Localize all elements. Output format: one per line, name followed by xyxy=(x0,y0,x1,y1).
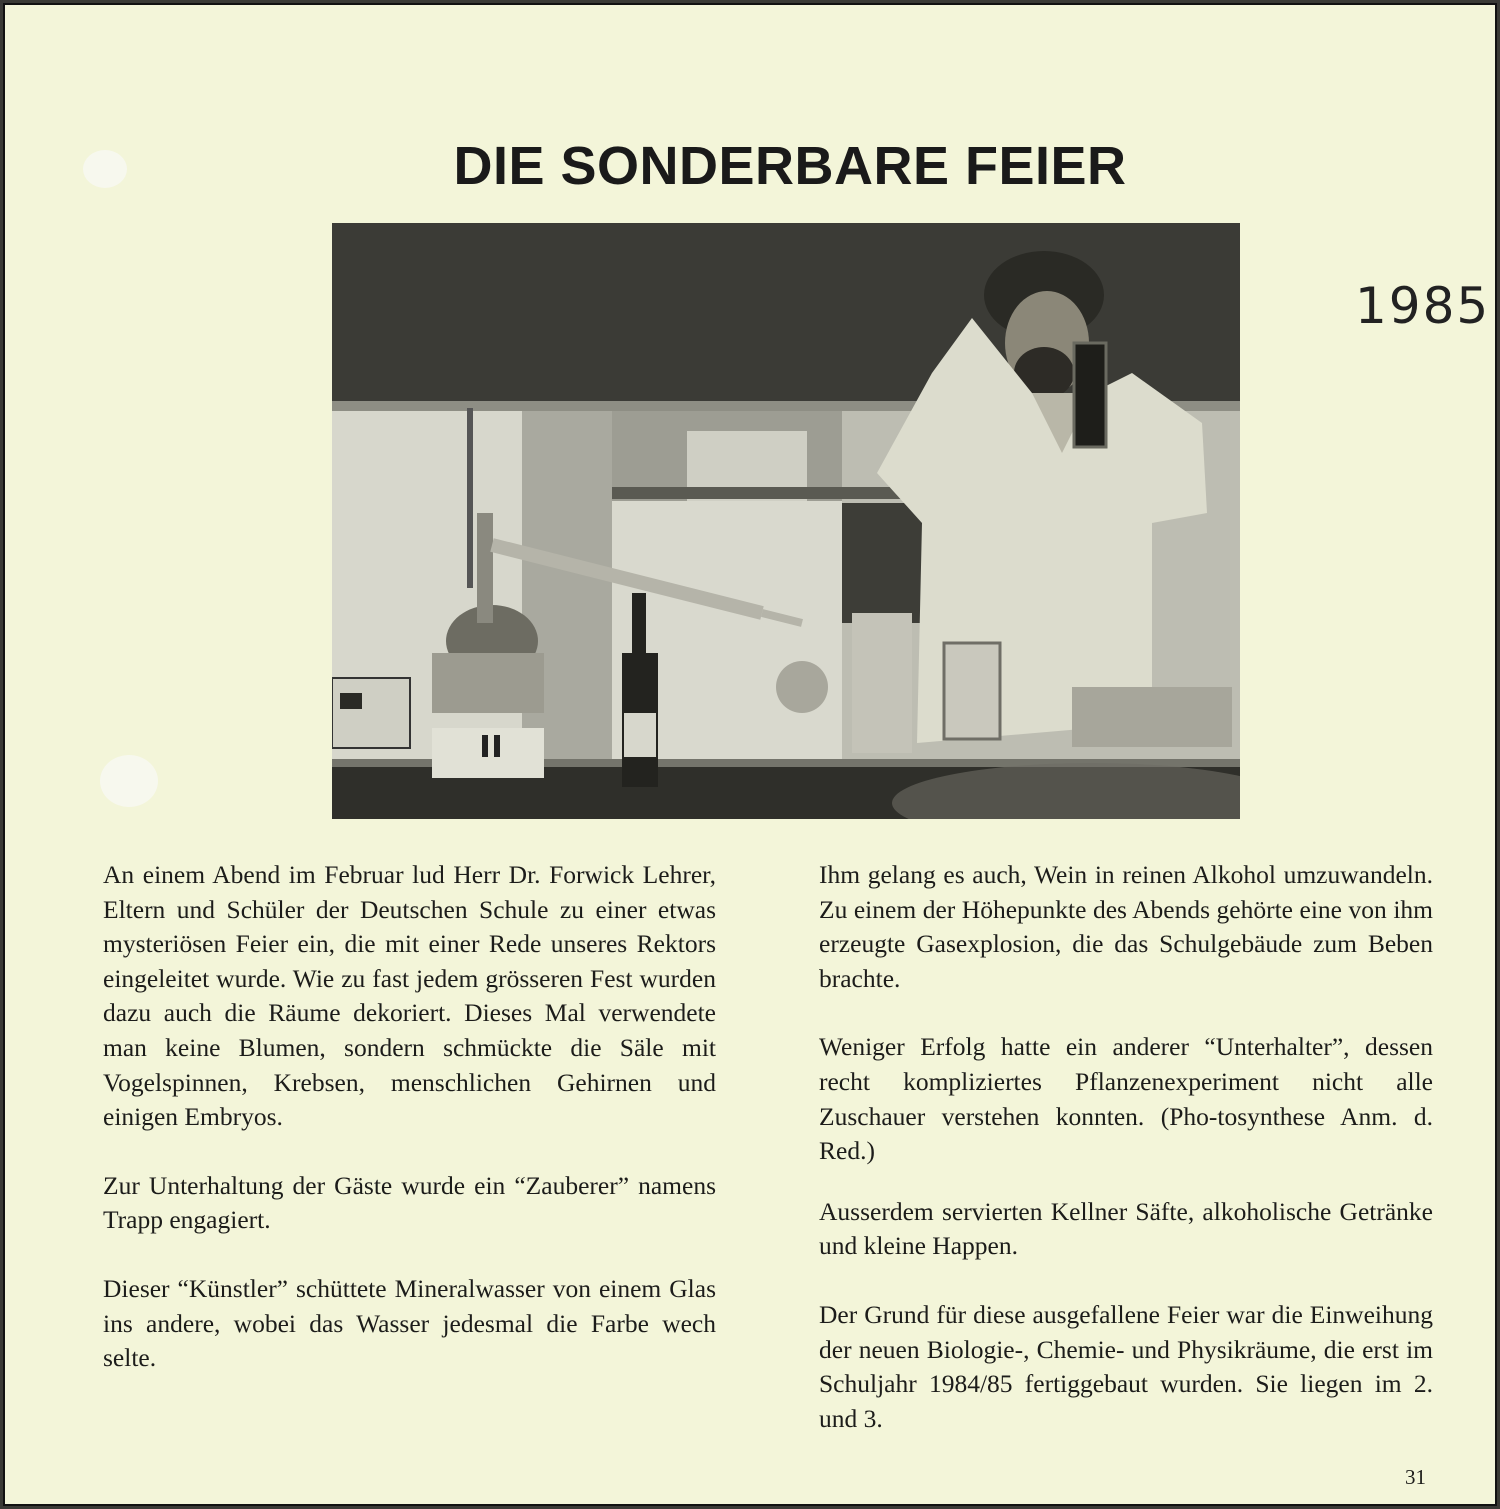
page-number: 31 xyxy=(1405,1465,1426,1489)
paragraph: Ihm gelang es auch, Wein in reinen Alkohol umzuwandeln. Zu einem der Höhepunkte des Abends gehörte eine von ihm erzeugte Gasexplosion, die das Schulgebäude zum Beben brachte. xyxy=(819,860,1433,993)
paragraph: An einem Abend im Februar lud Herr Dr. Forwick Lehrer, Eltern und Schüler der Deutschen Schule zu einer etwas mysteriösen Feier ein, die mit einer Rede unseres Rektors eingeleitet wurde. Wie zu fast jedem grösseren Fest wurden dazu auch die Räume dekoriert. Dieses Mal verwendete man keine Blumen, sondern schmückte die Säle mit Vogelspinnen, Krebsen, menschlichen Gehirnen und einigen Embryos. xyxy=(103,860,716,1132)
punch-hole xyxy=(100,755,158,807)
paragraph: Der Grund für diese ausgefallene Feier war die Einweihung der neuen Biologie-, Chemie- und Physikräume, die erst im Schuljahr 1984/85 fertiggebaut wurden. Sie liegen im 2. und 3. xyxy=(819,1299,1433,1433)
document-page xyxy=(3,3,1497,1506)
article-right-column xyxy=(819,858,1433,1436)
article-title: DIE SONDERBARE FEIER xyxy=(453,136,1127,196)
paragraph: Weniger Erfolg hatte ein anderer “Unterhalter”, dessen recht kompliziertes Pflanzenexperiment nicht alle Zuschauer verstehen konnten. (Pho-tosynthese Anm. d. Red.) xyxy=(819,1032,1433,1166)
article-left-column xyxy=(103,858,716,1376)
paragraph: Zur Unterhaltung der Gäste wurde ein “Zauberer” namens Trapp engagiert. xyxy=(103,1170,716,1235)
paragraph: Dieser “Künstler” schüttete Mineralwasser von einem Glas ins andere, wobei das Wasser jedesmal die Farbe wech selte. xyxy=(103,1273,716,1373)
paragraph: Ausserdem servierten Kellner Säfte, alkoholische Getränke und kleine Happen. xyxy=(819,1196,1433,1261)
photo-chemist-laboratory-icon xyxy=(332,223,1240,819)
handwritten-year: 1985 xyxy=(1355,277,1491,335)
